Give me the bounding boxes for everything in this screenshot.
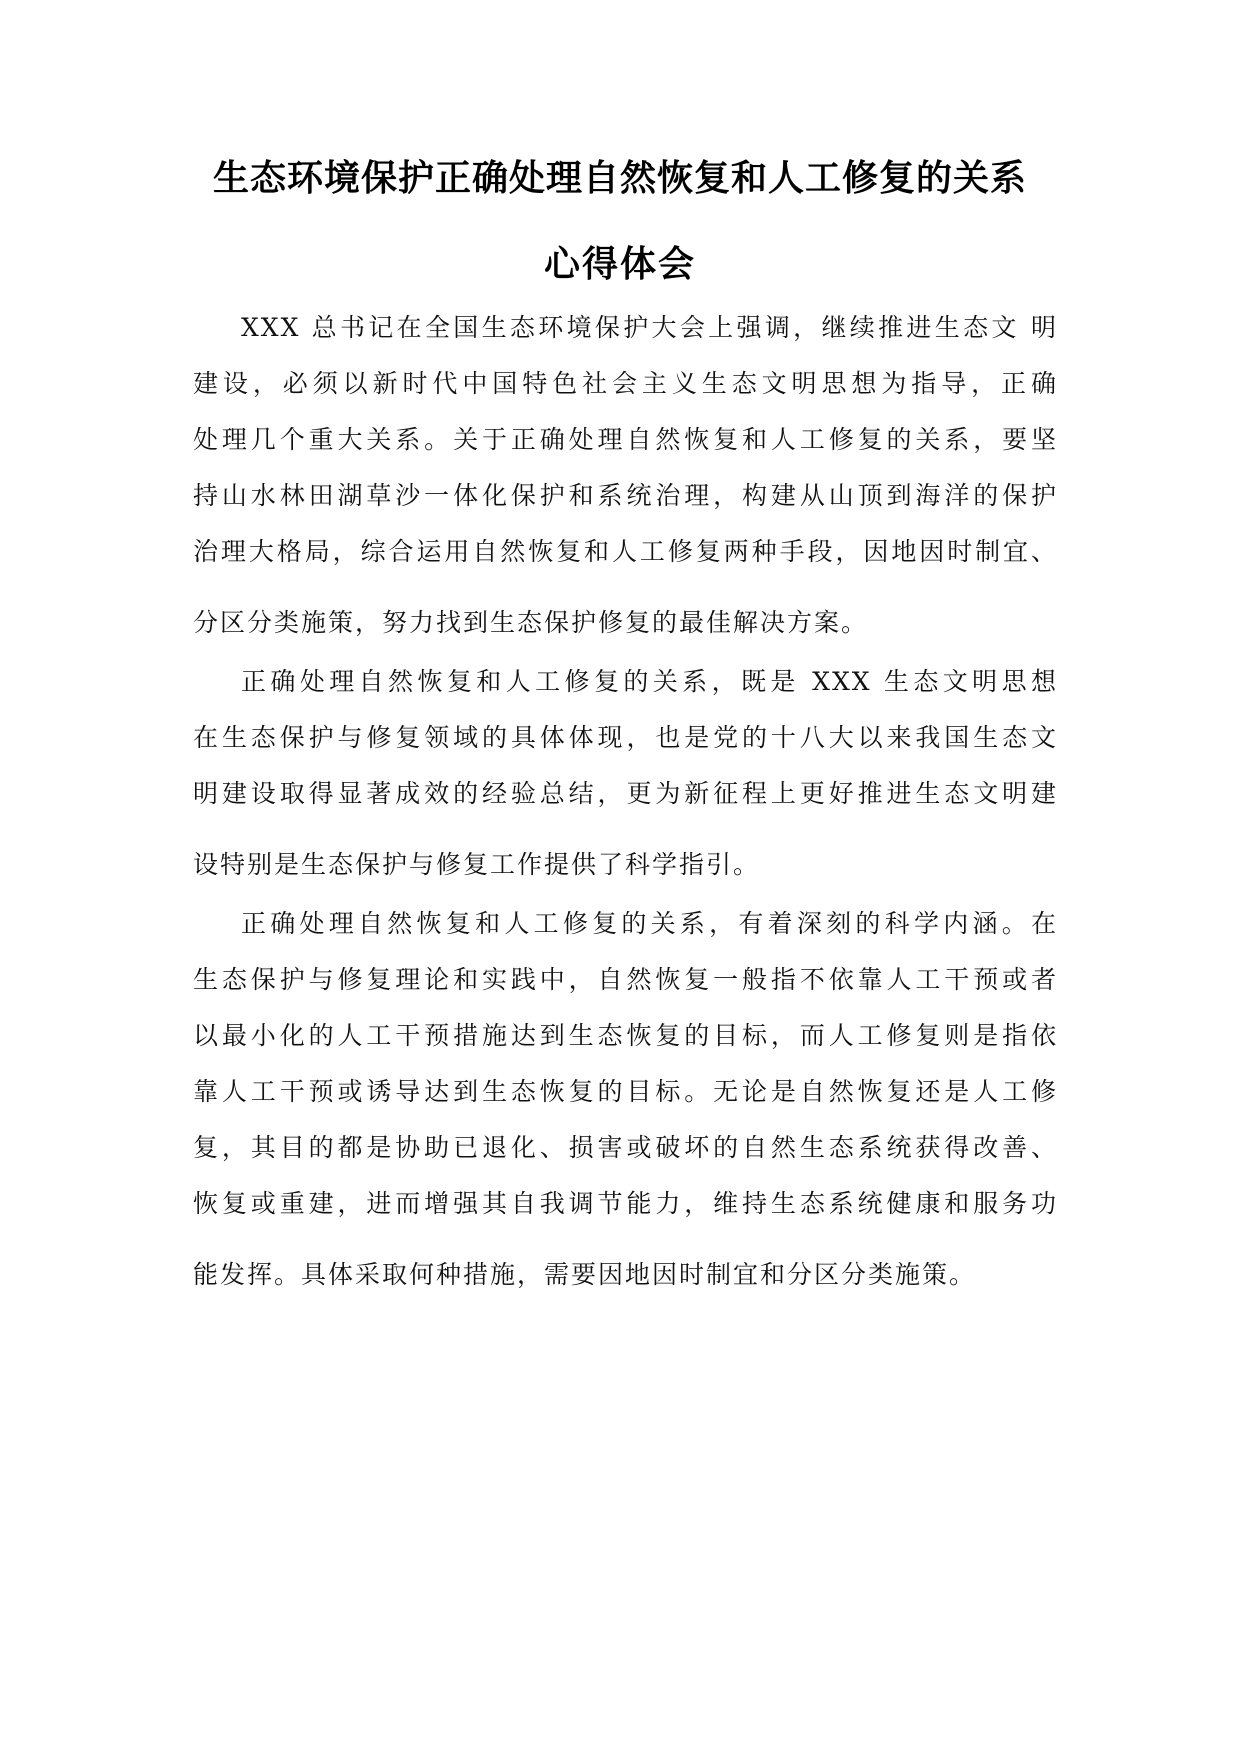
paragraph-3 xyxy=(193,896,1058,1303)
paragraph-line: 恢复或重建，进而增强其自我调节能力，维持生态系统健康和服务功 xyxy=(193,1189,1058,1218)
paragraph-2 xyxy=(193,654,1058,893)
paragraph-1 xyxy=(193,300,1058,651)
document-title: 生态环境保护正确处理自然恢复和人工修复的关系 xyxy=(212,158,1027,199)
paragraph-line: 设特别是生态保护与修复工作提供了科学指引。 xyxy=(193,850,761,879)
paragraph-line: 处理几个重大关系。关于正确处理自然恢复和人工修复的关系，要坚 xyxy=(193,425,1058,454)
paragraph-line: 分区分类施策，努力找到生态保护修复的最佳解决方案。 xyxy=(193,608,869,637)
paragraph-line: 复，其目的都是协助已退化、损害或破坏的自然生态系统获得改善、 xyxy=(193,1133,1058,1162)
paragraph-line: 以最小化的人工干预措施达到生态恢复的目标，而人工修复则是指依 xyxy=(193,1021,1058,1050)
paragraph-line: 在生态保护与修复领域的具体体现，也是党的十八大以来我国生态文 xyxy=(193,723,1058,752)
paragraph-line: 能发挥。具体采取何种措施，需要因地因时制宜和分区分类施策。 xyxy=(193,1260,977,1289)
paragraph-line: 治理大格局，综合运用自然恢复和人工修复两种手段，因地因时制宜、 xyxy=(193,537,1058,566)
paragraph-line: 靠人工干预或诱导达到生态恢复的目标。无论是自然恢复还是人工修 xyxy=(193,1077,1058,1106)
paragraph-line: 正确处理自然恢复和人工修复的关系，有着深刻的科学内涵。在 xyxy=(241,909,1058,938)
paragraph-line: 持山水林田湖草沙一体化保护和系统治理，构建从山顶到海洋的保护 xyxy=(193,481,1058,510)
paragraph-line: 生态保护与修复理论和实践中，自然恢复一般指不依靠人工干预或者 xyxy=(193,965,1058,994)
document-body xyxy=(193,300,1058,1303)
document-subtitle: 心得体会 xyxy=(543,244,696,285)
paragraph-line: XXX 总书记在全国生态环境保护大会上强调，继续推进生态文 明 xyxy=(241,313,1058,342)
paragraph-line: 建设，必须以新时代中国特色社会主义生态文明思想为指导，正确 xyxy=(193,369,1058,398)
paragraph-line: 正确处理自然恢复和人工修复的关系，既是 XXX 生态文明思想 xyxy=(241,667,1058,696)
paragraph-line: 明建设取得显著成效的经验总结，更为新征程上更好推进生态文明建 xyxy=(193,779,1058,808)
